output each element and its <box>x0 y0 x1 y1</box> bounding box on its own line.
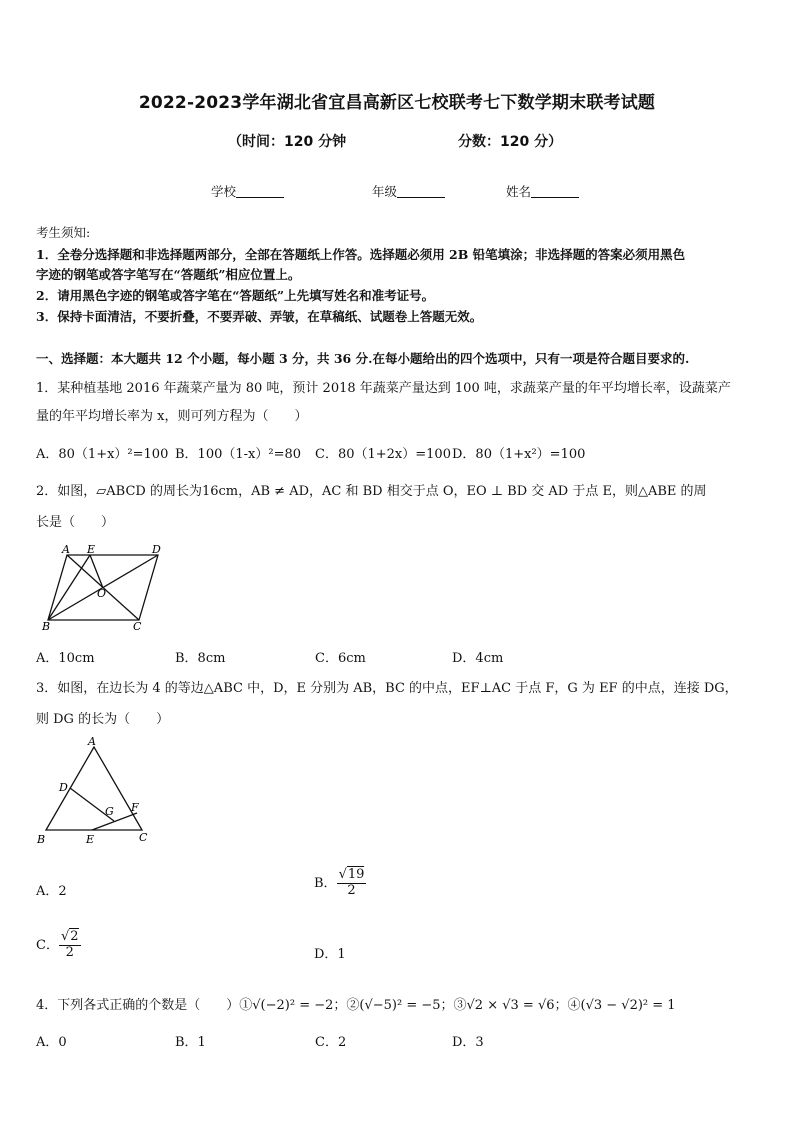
q1-option-c: C．80（1+2x）=100 <box>315 447 451 462</box>
q3-label-e: E <box>86 833 95 846</box>
q3-option-c-fraction: $\frac{√2}{2}$ <box>60 929 79 960</box>
q3-label-c: C <box>139 831 148 844</box>
exam-title: 2022-2023学年湖北省宜昌高新区七校联考七下数学期末联考试题 <box>138 93 656 113</box>
q3-option-b: B． $\frac{√19}{2}$ <box>314 867 365 898</box>
school-blank <box>236 185 284 198</box>
exam-time: （时间：120 分钟 <box>228 134 347 150</box>
q1-option-b: B．100（1-x）²=80 <box>175 447 302 462</box>
q2-line-2: 长是（ ） <box>36 515 115 530</box>
school-label: 学校 <box>211 184 237 199</box>
q3-option-c: C． $\frac{√2}{2}$ <box>36 929 79 960</box>
grade-blank <box>397 185 445 198</box>
q2-label-d: D <box>152 543 161 556</box>
q3-label-d: D <box>59 781 68 794</box>
grade-field <box>372 182 445 200</box>
q3-option-a: A．2 <box>36 884 67 899</box>
q1-option-d: D．80（1+x²）=100 <box>452 447 586 462</box>
q2-option-d: D．4cm <box>452 651 504 666</box>
name-blank <box>531 185 579 198</box>
notice-heading: 考生须知: <box>36 225 91 240</box>
q3-label-b: B <box>37 833 46 846</box>
notice-line-1b: 字迹的钢笔或答字笔写在“答题纸”相应位置上。 <box>36 267 301 282</box>
school-field <box>211 182 284 200</box>
q3-option-b-fraction: $\frac{√19}{2}$ <box>338 867 365 898</box>
name-field <box>506 182 579 200</box>
q1-option-a: A．80（1+x）²=100 <box>36 447 169 462</box>
q2-label-c: C <box>133 620 142 632</box>
q3-label-g: G <box>105 805 114 818</box>
q2-option-a: A．10cm <box>36 651 95 666</box>
q1-line-1: 1．某种植基地 2016 年蔬菜产量为 80 吨，预计 2018 年蔬菜产量达到 100 吨，求蔬菜产量的年平均增长率，设蔬菜产 <box>36 381 731 396</box>
q3-line-1: 3．如图，在边长为 4 的等边△ABC 中，D，E 分别为 AB，BC 的中点，EF⊥AC 于点 F，G 为 EF 的中点，连接 DG， <box>36 681 738 696</box>
q4-option-b: B．1 <box>175 1035 206 1050</box>
q2-label-o: O <box>97 587 107 600</box>
section-heading: 一、选择题：本大题共 12 个小题，每小题 3 分，共 36 分.在每小题给出的四个选项中，只有一项是符合题目要求的. <box>36 351 690 366</box>
q1-line-2: 量的年平均增长率为 x，则可列方程为（ ） <box>36 409 308 424</box>
exam-score: 分数：120 分） <box>458 134 563 150</box>
q3-label-a: A <box>88 735 96 748</box>
q2-parallelogram-figure <box>38 542 170 632</box>
q3-triangle-figure <box>34 735 159 847</box>
q3-label-f: F <box>131 801 139 814</box>
q2-option-c: C．6cm <box>315 651 366 666</box>
q3-option-d: D．1 <box>314 947 346 962</box>
q4-option-d: D．3 <box>452 1035 484 1050</box>
q3-line-2: 则 DG 的长为（ ） <box>36 712 170 727</box>
notice-line-2: 2．请用黑色字迹的钢笔或答字笔在“答题纸”上先填写姓名和准考证号。 <box>36 288 435 303</box>
q4-option-a: A．0 <box>36 1035 67 1050</box>
q4-option-c: C．2 <box>315 1035 347 1050</box>
q4-line: 4．下列各式正确的个数是（ ）①√(−2)² = −2；②(√−5)² = −5；③√2 × √3 = √6；④(√3 − √2)² = 1 <box>36 998 676 1013</box>
q2-label-a: A <box>62 543 70 556</box>
grade-label: 年级 <box>372 184 398 199</box>
name-label: 姓名 <box>506 184 532 199</box>
q2-label-b: B <box>42 620 51 632</box>
notice-line-3: 3．保持卡面清洁，不要折叠，不要弄破、弄皱，在草稿纸、试题卷上答题无效。 <box>36 309 483 324</box>
q2-label-e: E <box>87 543 96 556</box>
notice-line-1a: 1．全卷分选择题和非选择题两部分，全部在答题纸上作答。选择题必须用 2B 铅笔填涂；非选择题的答案必须用黑色 <box>36 247 686 262</box>
q2-option-b: B．8cm <box>175 651 226 666</box>
q2-line-1: 2．如图，▱ABCD 的周长为16cm，AB ≠ AD，AC 和 BD 相交于点 O，EO ⊥ BD 交 AD 于点 E，则△ABE 的周 <box>36 484 707 499</box>
